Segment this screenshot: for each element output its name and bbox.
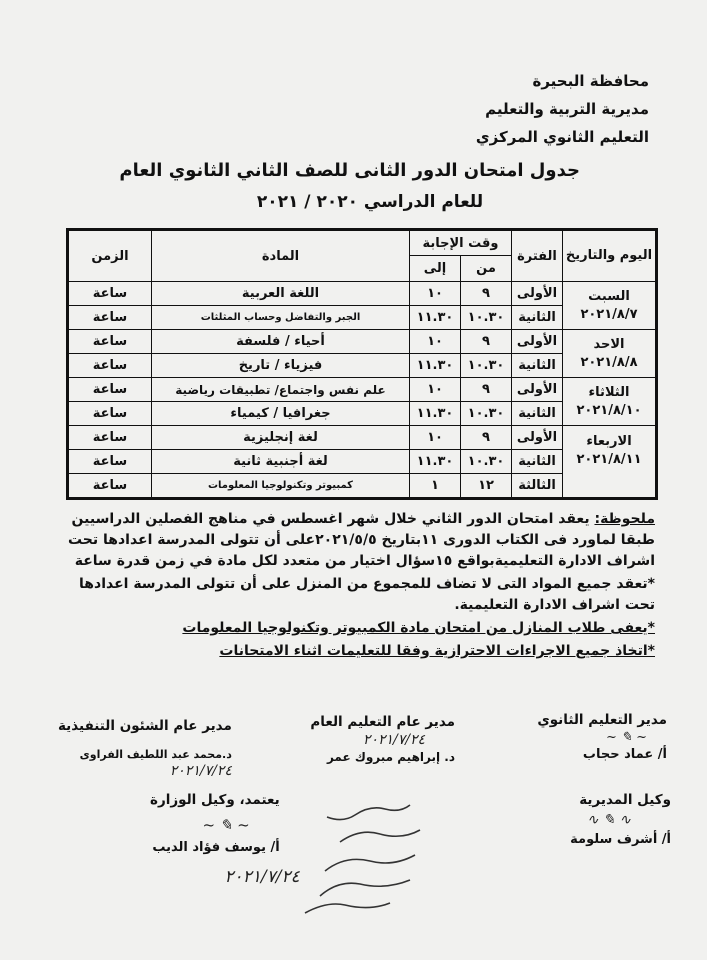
duration-cell: ساعة [68, 282, 152, 306]
period-cell: الأولى [512, 426, 563, 450]
period-cell: الأولى [512, 378, 563, 402]
period-cell: الثالثة [512, 474, 563, 499]
duration-cell: ساعة [68, 450, 152, 474]
day-date: ٢٠٢١/٨/١٠ [576, 402, 642, 418]
subject-cell: أحياء / فلسفة [152, 330, 410, 354]
handwritten-signature: ∿ ✎ ∿ [586, 812, 631, 828]
subject-cell: لغة إنجليزية [152, 426, 410, 450]
col-header-subject: المادة [152, 230, 410, 282]
duration-cell: ساعة [68, 426, 152, 450]
period-cell: الثانية [512, 354, 563, 378]
to-cell: ١١.٣٠ [410, 402, 461, 426]
subject-cell: لغة أجنبية ثانية [152, 450, 410, 474]
to-cell: ١١.٣٠ [410, 354, 461, 378]
signature-executive-affairs-director [58, 718, 232, 779]
to-cell: ١ [410, 474, 461, 499]
from-cell: ١٠.٣٠ [461, 354, 512, 378]
day-cell [563, 330, 657, 378]
day-name: الاربعاء [586, 433, 632, 449]
day-name: الاحد [593, 336, 625, 352]
to-cell: ١٠ [410, 426, 461, 450]
signature-name: أ/ يوسف فؤاد الديب [152, 840, 280, 855]
signature-title: مدير عام الشئون التنفيذية [58, 718, 232, 734]
signature-name: د. إبراهيم مبروك عمر [326, 750, 455, 764]
signature-title: مدير عام التعليم العام [310, 714, 455, 730]
period-cell: الأولى [512, 330, 563, 354]
from-cell: ٩ [461, 378, 512, 402]
signature-date: ٢٠٢١/٧/٢٤ [224, 867, 300, 887]
note-1-text: يعقد امتحان الدور الثاني خلال شهر اغسطس في مناهج الفصلين الدراسيين طبقا لماورد فى الكتاب الدورى ١١بتاريخ ٢٠٢١/٥/٥على أن تتولى المدرسة اعدادها تحت اشراف الادارة التعليميةبواقع ١٥سؤال اختيار من متعدد لكل مادة في زمن قدرة ساعة [67, 511, 655, 569]
table-row [68, 330, 657, 354]
table-row [68, 426, 657, 450]
note-label: ملحوظة: [594, 511, 655, 527]
to-cell: ١١.٣٠ [410, 306, 461, 330]
department-label: التعليم الثانوي المركزي [475, 128, 649, 146]
signature-title: يعتمد، وكيل الوزارة [150, 792, 280, 808]
day-date: ٢٠٢١/٨/٨ [580, 354, 638, 370]
signature-general-education-director [310, 714, 455, 764]
subject-cell: جغرافيا / كيمياء [152, 402, 410, 426]
table-row [68, 282, 657, 306]
day-date: ٢٠٢١/٨/٧ [580, 306, 638, 322]
to-cell: ١٠ [410, 330, 461, 354]
signature-secondary-director [537, 712, 667, 762]
from-cell: ٩ [461, 426, 512, 450]
governorate-label: محافظة البحيرة [532, 72, 649, 90]
signature-title: مدير التعليم الثانوي [537, 712, 667, 728]
col-header-to: إلى [410, 256, 461, 282]
duration-cell: ساعة [68, 402, 152, 426]
duration-cell: ساعة [68, 474, 152, 499]
from-cell: ٩ [461, 330, 512, 354]
col-header-day: اليوم والتاريخ [563, 230, 657, 282]
handwritten-signature: ~ ✎ ~ [606, 730, 647, 745]
from-cell: ١٠.٣٠ [461, 306, 512, 330]
col-header-period: الفترة [512, 230, 563, 282]
duration-cell: ساعة [68, 378, 152, 402]
signature-name: أ/ عماد حجاب [582, 747, 667, 762]
col-header-duration: الزمن [68, 230, 152, 282]
note-4: *اتخاذ جميع الاجراءات الاحترازية وفقا للتعليمات اثناء الامتحانات [219, 643, 655, 659]
from-cell: ٩ [461, 282, 512, 306]
day-cell [563, 282, 657, 330]
to-cell: ١١.٣٠ [410, 450, 461, 474]
academic-year: للعام الدراسي ٢٠٢٠ / ٢٠٢١ [256, 192, 484, 212]
note-1 [45, 509, 655, 572]
period-cell: الثانية [512, 402, 563, 426]
notes-section [45, 509, 655, 664]
to-cell: ١٠ [410, 282, 461, 306]
signature-name: أ/ أشرف سلومة [570, 832, 671, 847]
signature-deputy-directorate [570, 792, 671, 847]
signature-name: د.محمد عبد اللطيف الفراوى [79, 748, 232, 761]
signature-title: وكيل المديرية [579, 792, 671, 808]
table-row [68, 378, 657, 402]
from-cell: ١٢ [461, 474, 512, 499]
subject-cell: فيزياء / تاريخ [152, 354, 410, 378]
document-title: جدول امتحان الدور الثانى للصف الثاني الثانوي العام [119, 160, 580, 181]
directorate-label: مديرية التربية والتعليم [485, 100, 649, 118]
subject-cell: علم نفس واجتماع/ تطبيقات رياضية [152, 378, 410, 402]
signature-date: ٢٠٢١/٧/٢٤ [362, 732, 425, 748]
duration-cell: ساعة [68, 306, 152, 330]
col-header-from: من [461, 256, 512, 282]
note-2: *تعقد جميع المواد التى لا تضاف للمجموع من المنزل على أن تتولى المدرسة اعدادها تحت اشراف الادارة التعليمية. [79, 576, 655, 613]
signature-date: ٢٠٢١/٧/٢٤ [169, 763, 232, 779]
day-name: الثلاثاء [588, 384, 630, 400]
day-name: السبت [588, 288, 630, 304]
subject-cell: اللغة العربية [152, 282, 410, 306]
duration-cell: ساعة [68, 354, 152, 378]
handwritten-approval-scribble [290, 795, 440, 920]
from-cell: ١٠.٣٠ [461, 402, 512, 426]
signature-ministry-deputy [150, 792, 300, 887]
day-cell [563, 378, 657, 426]
to-cell: ١٠ [410, 378, 461, 402]
exam-schedule-table [66, 228, 658, 500]
day-date: ٢٠٢١/٨/١١ [576, 451, 642, 467]
from-cell: ١٠.٣٠ [461, 450, 512, 474]
period-cell: الأولى [512, 282, 563, 306]
handwritten-signature: ~ ✎ ~ [202, 816, 250, 834]
day-cell [563, 426, 657, 499]
period-cell: الثانية [512, 306, 563, 330]
note-3: *يعفى طلاب المنازل من امتحان مادة الكمبيوتر وتكنولوجيا المعلومات [182, 620, 655, 636]
col-header-answer-time: وقت الإجابة [410, 230, 512, 256]
subject-cell: كمبيوتر وتكنولوجيا المعلومات [152, 474, 410, 499]
subject-cell: الجبر والتفاضل وحساب المثلثات [152, 306, 410, 330]
period-cell: الثانية [512, 450, 563, 474]
duration-cell: ساعة [68, 330, 152, 354]
